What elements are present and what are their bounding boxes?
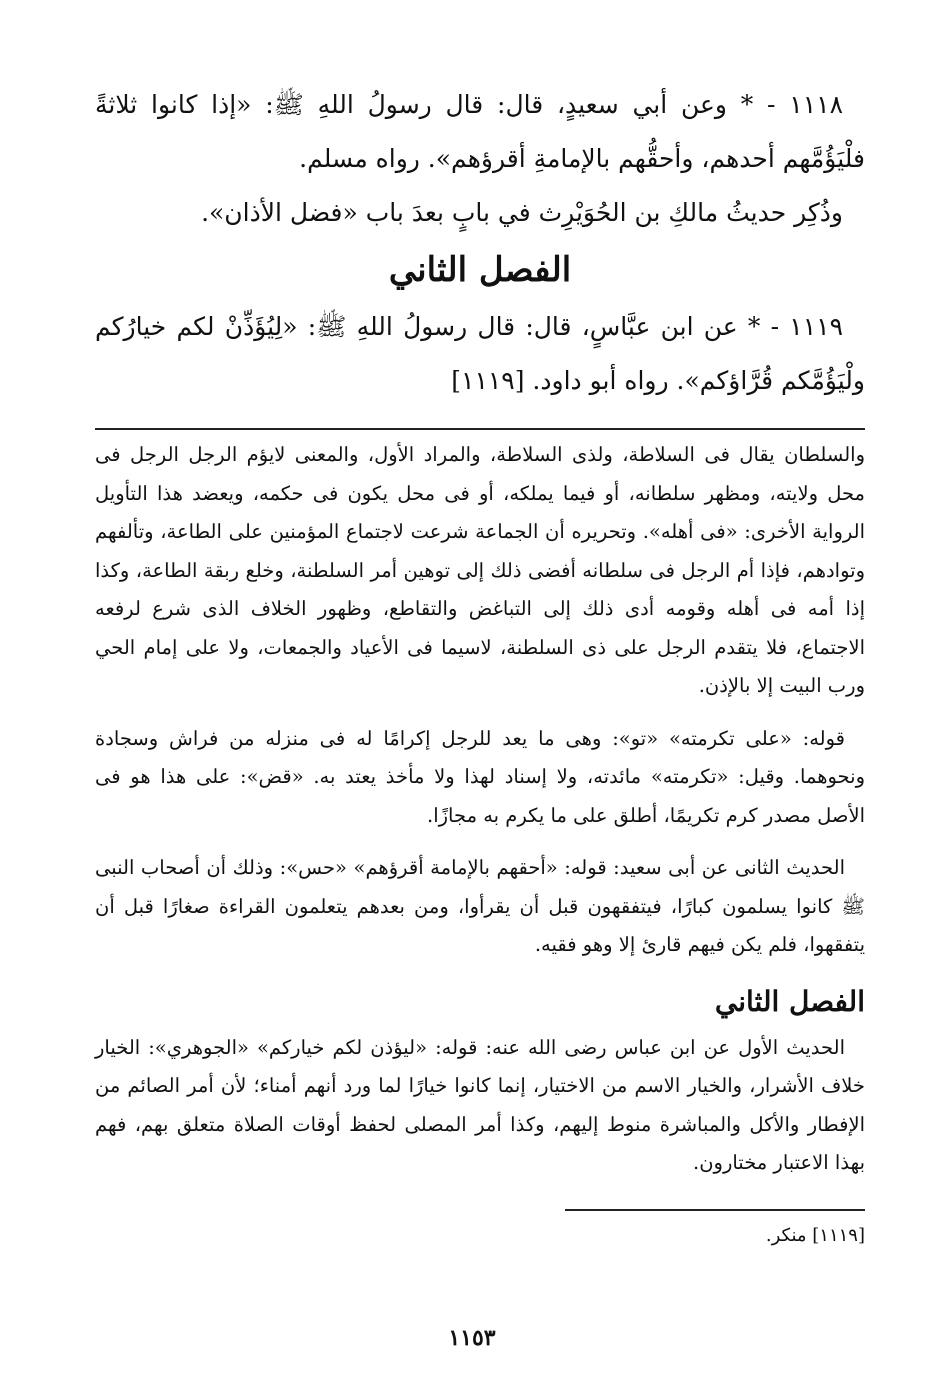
commentary-paragraph-abu-said: الحديث الثانى عن أبى سعيد: قوله: «أحقهم بالإمامة أقرؤهم» «حس»: وذلك أن أصحاب النبى ﷺ كانوا يسلمون كبارًا، فيتفقهون قبل أن يقرأوا، ومن بعدهم يتعلمون القراءة صغارًا قبل أن يتفقهوا، فلم يكن فيهم قارئ إلا وهو فقيه. [95, 856, 865, 956]
hadith-note-malik: وذُكِر حديثُ مالكِ بن الحُوَيْرِث في بابٍ بعدَ باب «فضل الأذان». [201, 198, 843, 227]
page-number: ١١٥٣ [448, 1325, 496, 1351]
commentary-paragraph-ibn-abbas: الحديث الأول عن ابن عباس رضى الله عنه: قوله: «ليؤذن لكم خياركم» «الجوهري»: الخيار خلاف الأشرار، والخيار الاسم من الاختيار، إنما كانوا خيارًا لما ورد أنهم أمناء؛ لأن أمر الصائم من الإفطار والأكل والمباشرة منوط إليهم، وكذا أمر المصلى لحفظ أوقات الصلاة متعلق بهم، فهم بهذا الاعتبار مختارون. [95, 1035, 865, 1174]
commentary-paragraph-takrima: قوله: «على تكرمته» «تو»: وهى ما يعد للرجل إكرامًا له فى منزله من فراش وسجادة ونحوهما. وقيل: «تكرمته» مائدته، ولا إسناد لهذا ولا مأخذ يعتد به. «قض»: على هذا هو فى الأصل مصدر كرم تكريمًا، أطلق على ما يكرم به مجازًا. [95, 726, 865, 827]
hadith-1118: ١١١٨ - * وعن أبي سعيدٍ، قال: قال رسولُ اللهِ ﷺ: «إذا كانوا ثلاثةً فلْيَؤُمَّهم أحدهم، وأحقُّهم بالإمامةِ أقرؤهم». رواه مسلم. [95, 90, 865, 173]
hadith-1119: ١١١٩ - * عن ابن عبَّاسٍ، قال: قال رسولُ اللهِ ﷺ: «لِيُؤَذِّنْ لكم خيارُكم ولْيَؤُمَّكم قُرَّاؤكم». رواه أبو داود. [١١١٩] [95, 312, 865, 395]
footnote: [١١١٩] منكر. [765, 1224, 865, 1246]
footnote-divider [565, 1209, 865, 1211]
commentary-paragraph-sultan: والسلطان يقال فى السلاطة، ولذى السلاطة، والمراد الأول، والمعنى لايؤم الرجل الرجل فى محل ولايته، ومظهر سلطانه، أو فيما يملكه، أو فى محل يكون فى حكمه، ويعضد هذا التأويل الرواية الأخرى: «فى أهله». وتحريره أن الجماعة شرعت لاجتماع المؤمنين على الطاعة، وتألفهم وتوادهم، فإذا أم الرجل فى سلطانه أفضى ذلك إلى توهين أمر السلطنة، وخلع ربقة الطاعة، وكذا إذا أمه فى أهله وقومه أدى ذلك إلى التباغض والتقاطع، وظهور الخلاف الذى شرع لرفعه الاجتماع، فلا يتقدم الرجل على ذى السلطنة، لاسيما فى الأعياد والجمعات، ولا على إمام الحي ورب البيت إلا بالإذن. [95, 443, 865, 697]
page-body [95, 78, 865, 1253]
commentary-divider [95, 428, 865, 430]
section-title: الفصل الثاني [388, 250, 572, 290]
commentary-section-title: الفصل الثاني [714, 984, 865, 1018]
